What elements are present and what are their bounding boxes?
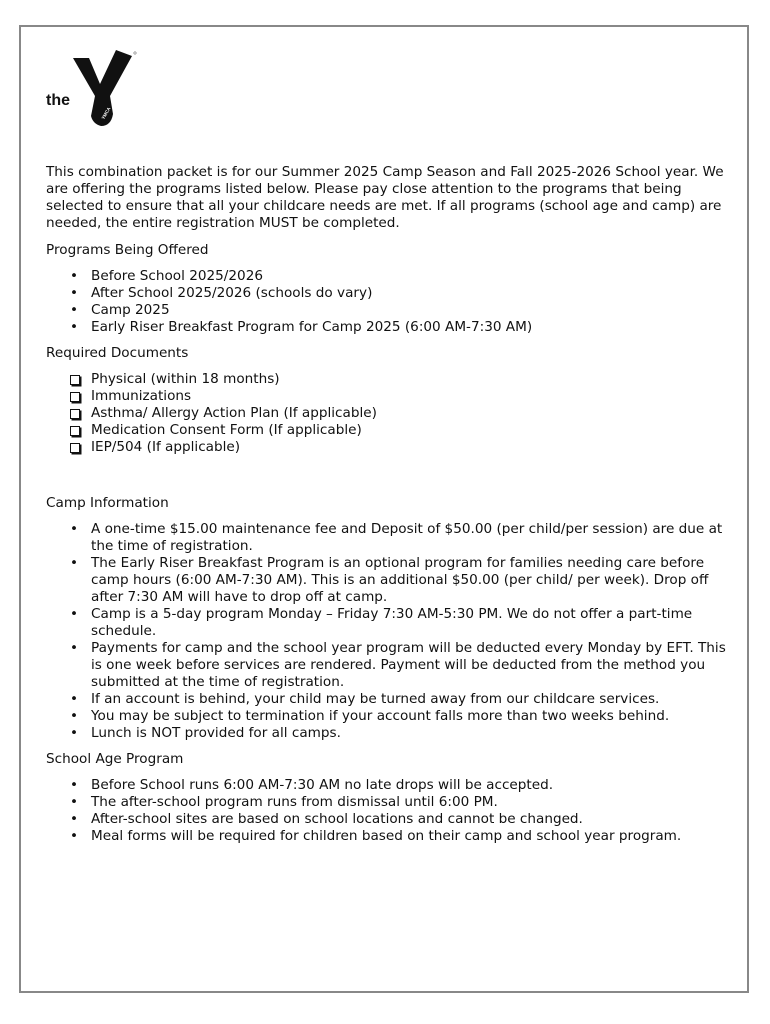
list-item: • You may be subject to termination if your account falls more than two weeks behind. [91,708,736,725]
programs-list [46,268,736,336]
list-item: • Payments for camp and the school year program will be deducted every Monday by EFT. This is one week before services are rendered. Payment will be deducted from the method you submitted at the time of registration. [91,640,736,691]
logo-text-the: the [46,92,70,109]
checkbox-icon [70,409,80,419]
checklist-item-label: Medication Consent Form (If applicable) [91,422,362,438]
checklist-item-label: IEP/504 (If applicable) [91,439,241,455]
document-page [19,25,749,993]
checklist-item [91,388,736,405]
list-item: • Camp is a 5-day program Monday – Friday 7:30 AM-5:30 PM. We do not offer a part-time schedule. [91,606,736,640]
list-item: • The Early Riser Breakfast Program is an optional program for families needing care before camp hours (6:00 AM-7:30 AM). This is an additional $50.00 (per child/ per week). Drop off after 7:30 AM will have to drop off at camp. [91,555,736,606]
documents-heading: Required Documents [46,345,189,361]
checkbox-icon [70,443,80,453]
checklist-item-label: Physical (within 18 months) [91,371,280,387]
list-item: • After-school sites are based on school locations and cannot be changed. [91,811,736,828]
checklist-item [91,405,736,422]
checklist-item-label: Asthma/ Allergy Action Plan (If applicable) [91,405,377,421]
school-age-list [46,777,736,845]
camp-info-heading: Camp Information [46,495,169,511]
checkbox-icon [70,426,80,436]
checkbox-icon [70,392,80,402]
list-item: • If an account is behind, your child may be turned away from our childcare services. [91,691,736,708]
camp-info-list [46,521,736,742]
list-item: • After School 2025/2026 (schools do vary) [91,285,736,302]
list-item: • Lunch is NOT provided for all camps. [91,725,736,742]
list-item: • Meal forms will be required for children based on their camp and school year program. [91,828,736,845]
intro-paragraph: This combination packet is for our Summer 2025 Camp Season and Fall 2025-2026 School year. We are offering the programs listed below. Please pay close attention to the programs that being selected to ensure that all your childcare needs are met. If all programs (school age and camp) are needed, the entire registration MUST be completed. [46,164,724,231]
programs-heading: Programs Being Offered [46,242,209,258]
list-item: • Early Riser Breakfast Program for Camp 2025 (6:00 AM-7:30 AM) [91,319,736,336]
checklist-item [91,439,736,456]
list-item: • A one-time $15.00 maintenance fee and Deposit of $50.00 (per child/per session) are due at the time of registration. [91,521,736,555]
list-item: • Before School runs 6:00 AM-7:30 AM no late drops will be accepted. [91,777,736,794]
ymca-logo [45,44,145,129]
checklist-item-label: Immunizations [91,388,192,404]
documents-checklist [46,371,736,456]
document-content [46,164,736,854]
section-spacer [46,465,736,495]
list-item: • Before School 2025/2026 [91,268,736,285]
checklist-item [91,371,736,388]
checkbox-icon [70,375,80,385]
list-item: • Camp 2025 [91,302,736,319]
logo-mark-text: YMCA [100,106,112,121]
school-age-heading: School Age Program [46,751,184,767]
checklist-item [91,422,736,439]
list-item: • The after-school program runs from dismissal until 6:00 PM. [91,794,736,811]
